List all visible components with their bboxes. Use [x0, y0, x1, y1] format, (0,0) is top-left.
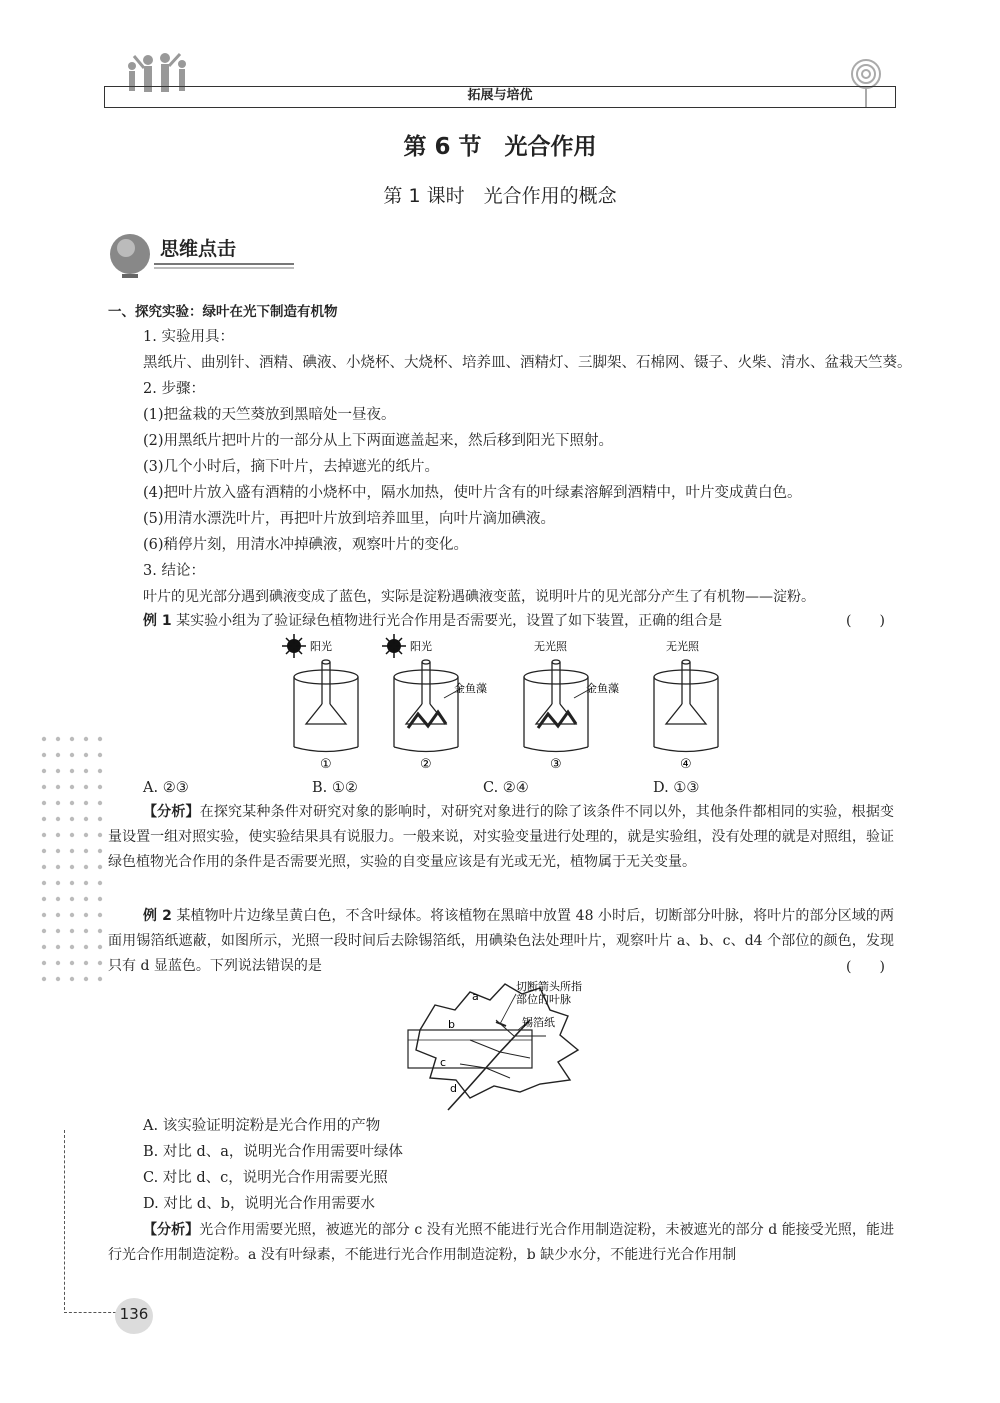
dot-pattern-decoration: [40, 735, 104, 990]
section-banner-title: 思维点击: [160, 238, 237, 260]
example2-answer-paren: ( ): [846, 959, 885, 975]
label-cut-line1: 切断箭头所指: [516, 980, 582, 993]
example2-question: [108, 904, 894, 979]
fig1-label-4: 无光照: [666, 640, 699, 653]
label-foil: 锡箔纸: [522, 1016, 555, 1029]
bottom-dashed-line: [64, 1312, 116, 1314]
tools-text: 黑纸片、曲别针、酒精、碘液、小烧杯、大烧杯、培养皿、酒精灯、三脚架、石棉网、镊子、火柴、清水、盆栽天竺葵。: [143, 355, 912, 371]
example1-analysis: [108, 800, 894, 875]
lesson-title: 第 1 课时 光合作用的概念: [383, 185, 617, 207]
step-1: (1)把盆栽的天竺葵放到黑暗处一昼夜。: [143, 407, 396, 423]
leaf-part-d: d: [450, 1082, 457, 1095]
beaker-2: [394, 660, 462, 752]
example1-analysis-text: 在探究某种条件对研究对象的影响时，对研究对象进行的除了该条件不同以外，其他条件都相同的实验，根据变量设置一组对照实验，使实验结果具有说服力。一般来说，对实验变量进行处理的，就是实验组，没有处理的就是对照组，验证绿色植物光合作用的条件是否需要光照，实验的自变量应该是有光或无光，植物属于无关变量。: [108, 804, 895, 870]
fig1-plant-label-3: 金鱼藻: [586, 682, 619, 695]
example2-analysis: [108, 1218, 894, 1268]
steps-heading: 2. 步骤：: [143, 381, 205, 397]
example1-option-a: A. ②③: [143, 780, 189, 796]
beaker-3: [524, 660, 592, 752]
fig1-number-4: ④: [680, 757, 692, 772]
example1-question-text: 某实验小组为了验证绿色植物进行光合作用是否需要光，设置了如下装置，正确的组合是: [176, 613, 723, 629]
left-dashed-line: [64, 1130, 67, 1310]
example2-question-text: 某植物叶片边缘呈黄白色，不含叶绿体。将该植物在黑暗中放置 48 小时后，切断部分叶脉，将叶片的部分区域的两面用锡箔纸遮蔽，如图所示，光照一段时间后去除锡箔纸，用碘染色法处理叶片，观察叶片 a、b、c、d4 个部位的颜色，发现只有 d 显蓝色。下列说法错误的是: [108, 908, 894, 974]
example2-leaf-figure: [400, 980, 620, 1112]
example2-option-d: D. 对比 d、b，说明光合作用需要水: [143, 1196, 375, 1212]
example1-answer-paren: ( ): [846, 613, 885, 629]
step-5: (5)用清水漂洗叶片，再把叶片放到培养皿里，向叶片滴加碘液。: [143, 511, 556, 527]
example1-option-b: B. ①②: [312, 780, 358, 796]
example1-figure: [268, 632, 738, 772]
chapter-title: 第 6 节 光合作用: [403, 134, 597, 160]
example2-analysis-label: 【分析】: [143, 1222, 200, 1238]
leaf-midrib: [448, 1020, 530, 1110]
fig1-label-2: 阳光: [410, 640, 432, 653]
header-title: 拓展与培优: [467, 88, 533, 103]
fig1-plant-label-2: 金鱼藻: [454, 682, 487, 695]
step-2: (2)用黑纸片把叶片的一部分从上下两面遮盖起来，然后移到阳光下照射。: [143, 433, 614, 449]
example2-analysis-text: 光合作用需要光照，被遮光的部分 c 没有光照不能进行光合作用制造淀粉，未被遮光的部分 d 能接受光照，能进行光合作用制造淀粉。a 没有叶绿素，不能进行光合作用制造淀粉，b 缺少水分，不能进行光合作用制: [108, 1222, 895, 1263]
leaf-part-b: b: [448, 1018, 455, 1031]
fig1-number-1: ①: [320, 757, 332, 772]
example2-option-b: B. 对比 d、a，说明光合作用需要叶绿体: [143, 1144, 403, 1160]
conclusion-text: 叶片的见光部分遇到碘液变成了蓝色，实际是淀粉遇碘液变蓝，说明叶片的见光部分产生了有机物——淀粉。: [143, 589, 815, 605]
sun-icon: [382, 634, 406, 658]
example2-label: 例 2: [143, 908, 172, 924]
step-3: (3)几个小时后，摘下叶片，去掉遮光的纸片。: [143, 459, 440, 475]
step-4: (4)把叶片放入盛有酒精的小烧杯中，隔水加热，使叶片含有的叶绿素溶解到酒精中，叶片变成黄白色。: [143, 485, 802, 501]
conclusion-heading: 3. 结论：: [143, 563, 205, 579]
step-6: (6)稍停片刻，用清水冲掉碘液，观察叶片的变化。: [143, 537, 469, 553]
label-cut-line2: 部位的叶脉: [516, 993, 571, 1006]
beaker-4: [654, 660, 718, 752]
part1-heading: 一、探究实验：绿叶在光下制造有机物: [108, 304, 338, 320]
leaf-part-a: a: [472, 990, 479, 1003]
example1-analysis-label: 【分析】: [143, 804, 200, 820]
fig1-label-3: 无光照: [534, 640, 567, 653]
beaker-1: [294, 660, 358, 752]
fig1-label-1: 阳光: [310, 640, 332, 653]
sun-icon: [282, 634, 306, 658]
example1-question: [143, 609, 722, 633]
example1-option-c: C. ②④: [483, 780, 529, 796]
example2-option-a: A. 该实验证明淀粉是光合作用的产物: [143, 1118, 381, 1134]
example1-label: 例 1: [143, 613, 172, 629]
tools-heading: 1. 实验用具：: [143, 329, 234, 345]
example1-option-d: D. ①③: [653, 780, 700, 796]
leaf-part-c: c: [440, 1056, 447, 1069]
fig1-number-2: ②: [420, 757, 432, 772]
page-number: 136: [119, 1305, 149, 1323]
fig1-number-3: ③: [550, 757, 562, 772]
example2-option-c: C. 对比 d、c，说明光合作用需要光照: [143, 1170, 388, 1186]
